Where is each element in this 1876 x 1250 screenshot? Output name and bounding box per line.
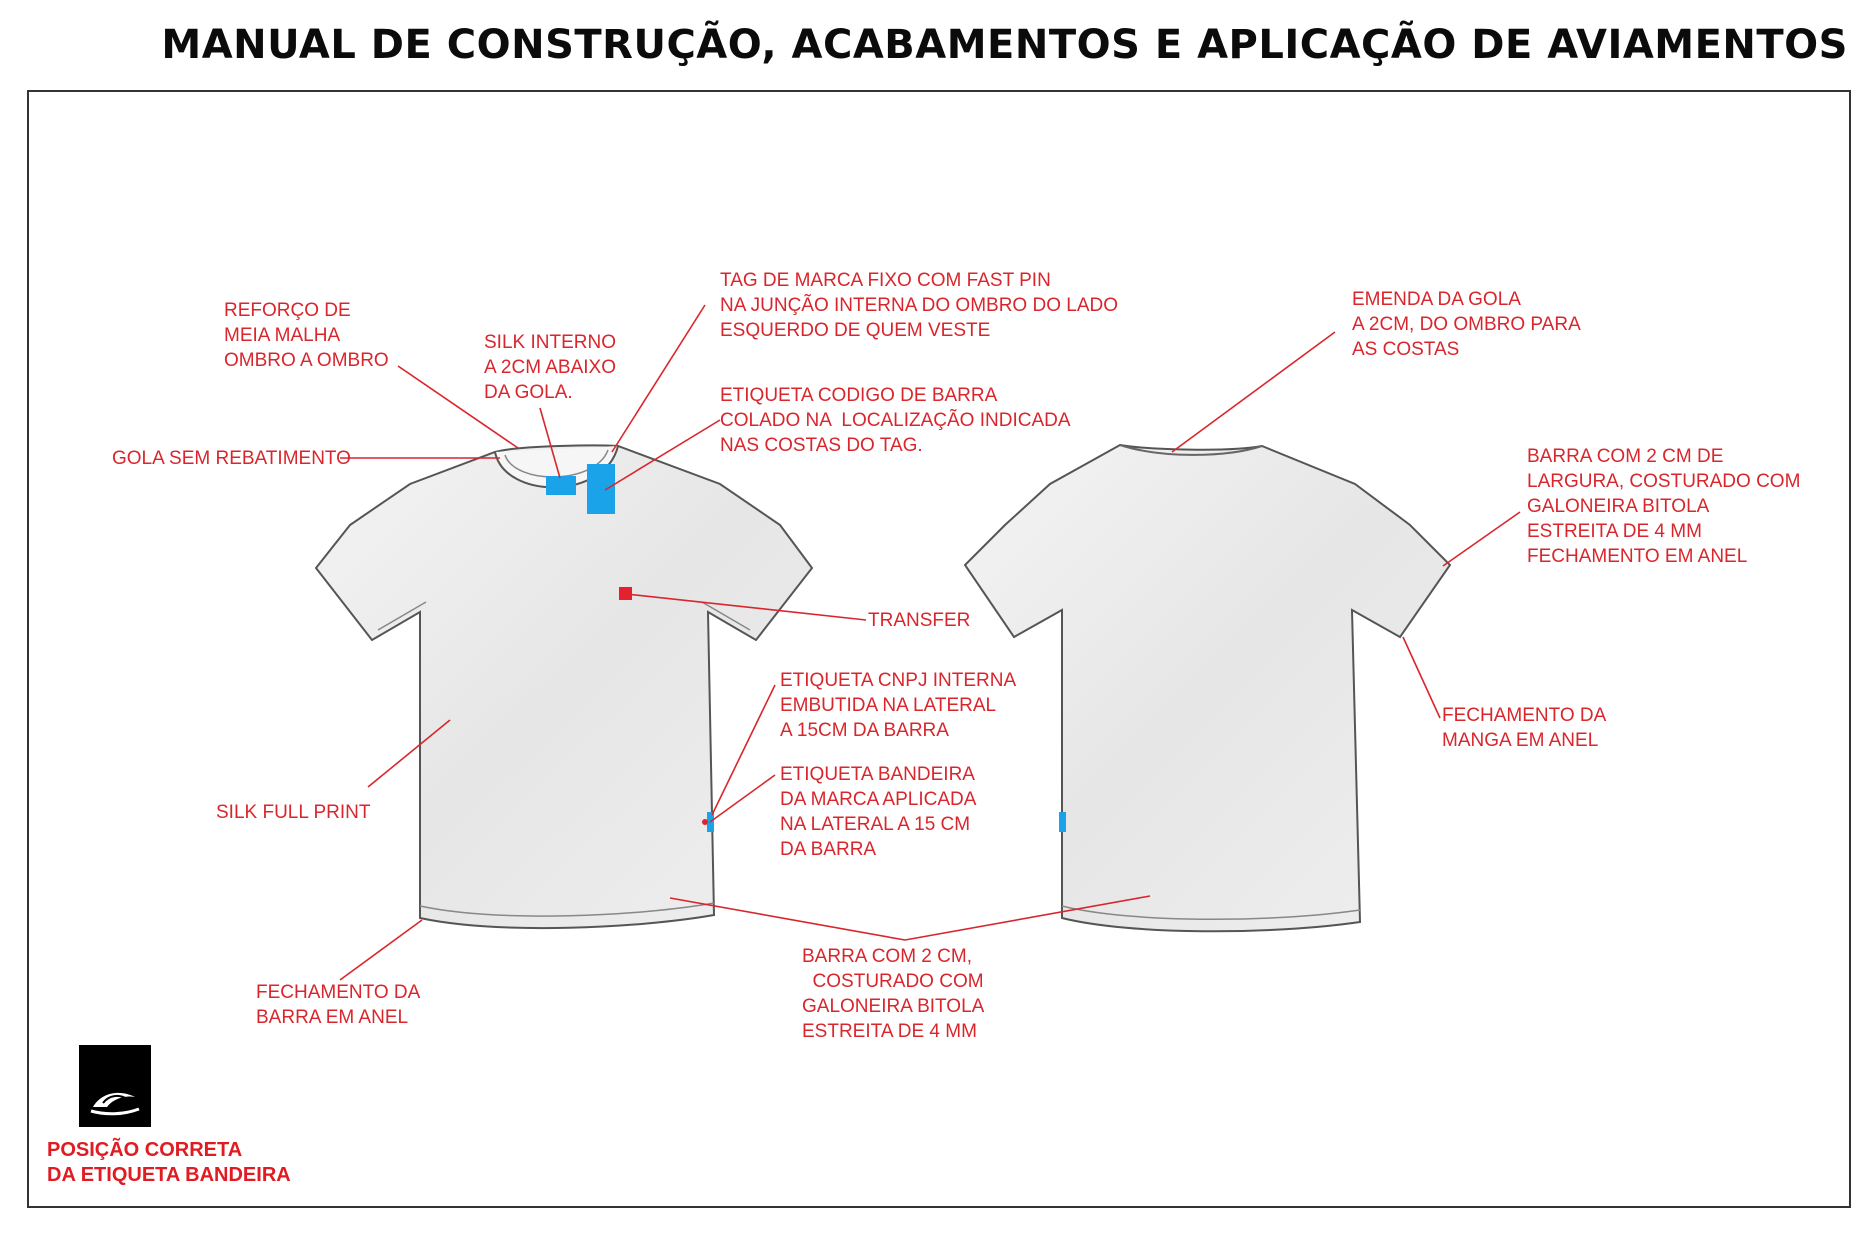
label-bandeira: ETIQUETA BANDEIRA DA MARCA APLICADA NA LATERAL A 15 CM DA BARRA: [780, 764, 977, 860]
label-transfer: TRANSFER: [868, 610, 971, 631]
label-barra: BARRA COM 2 CM, COSTURADO COM GALONEIRA BITOLA ESTREITA DE 4 MM: [802, 946, 985, 1042]
label-fechamento-manga: FECHAMENTO DA MANGA EM ANEL: [1442, 705, 1607, 751]
back-tshirt: [965, 445, 1450, 931]
brand-logo-icon: [79, 1045, 151, 1127]
label-silk-full: SILK FULL PRINT: [216, 802, 371, 823]
flag-label-dot: [702, 819, 708, 825]
silk-interno-marker: [546, 476, 576, 495]
label-etiqueta-barra: ETIQUETA CODIGO DE BARRA COLADO NA LOCALIZAÇÃO INDICADA NAS COSTAS DO TAG.: [720, 385, 1071, 456]
label-barra-manga: BARRA COM 2 CM DE LARGURA, COSTURADO COM GALONEIRA BITOLA ESTREITA DE 4 MM FECHAMENTO EM ANEL: [1527, 446, 1801, 567]
transfer-marker: [619, 587, 632, 600]
label-fechamento-barra: FECHAMENTO DA BARRA EM ANEL: [256, 982, 421, 1028]
label-reforco: REFORÇO DE MEIA MALHA OMBRO A OMBRO: [224, 300, 389, 371]
label-cnpj: ETIQUETA CNPJ INTERNA EMBUTIDA NA LATERAL A 15CM DA BARRA: [780, 670, 1017, 741]
flag-label-back-marker: [1059, 812, 1066, 832]
label-emenda: EMENDA DA GOLA A 2CM, DO OMBRO PARA AS COSTAS: [1352, 289, 1581, 360]
page-title: MANUAL DE CONSTRUÇÃO, ACABAMENTOS E APLICAÇÃO DE AVIAMENTOS: [161, 22, 1848, 68]
front-tshirt: [316, 446, 812, 929]
label-gola: GOLA SEM REBATIMENTO: [112, 448, 351, 469]
flag-caption: POSIÇÃO CORRETA DA ETIQUETA BANDEIRA: [47, 1139, 291, 1186]
brand-tag-marker: [587, 464, 615, 514]
label-silk-interno: SILK INTERNO A 2CM ABAIXO DA GOLA.: [484, 332, 616, 403]
label-tag-marca: TAG DE MARCA FIXO COM FAST PIN NA JUNÇÃO INTERNA DO OMBRO DO LADO ESQUERDO DE QUEM VESTE: [720, 270, 1118, 341]
